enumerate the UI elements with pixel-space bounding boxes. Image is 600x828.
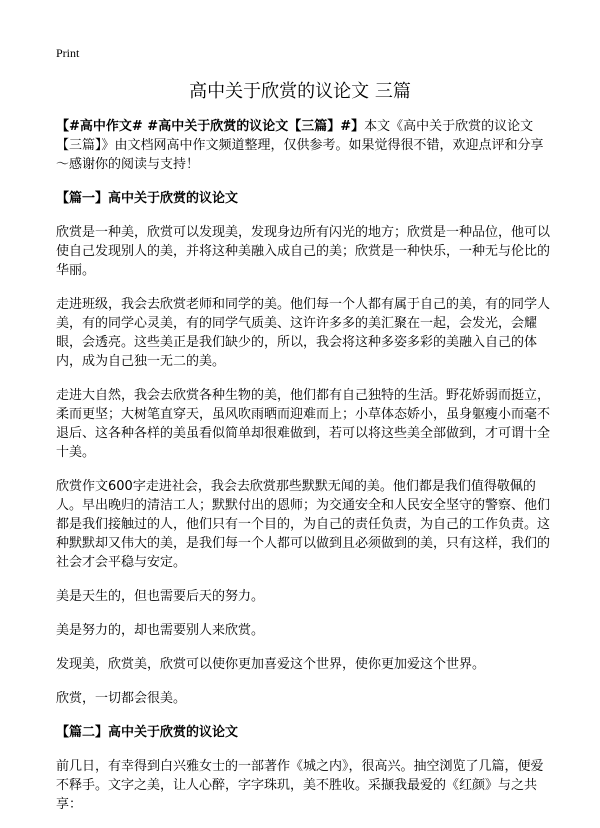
- paragraph: 走进班级，我会去欣赏老师和同学的美。他们每一个人都有属于自己的美，有的同学人美，有的同学心灵美，有的同学气质美、这许许多多的美汇聚在一起，会发光，会耀眼，会透亮。这些美正是我们缺少的，所以，我会将这种多姿多彩的美融入自己的体内，成为自己独一无二的美。: [56, 297, 551, 369]
- paragraph: 发现美，欣赏美，欣赏可以使你更加喜爱这个世界，使你更加爱这个世界。: [56, 657, 486, 672]
- section-heading-1: 【篇一】高中关于欣赏的议论文: [56, 191, 239, 206]
- paragraph: 前几日，有幸得到白兴雅女士的一部著作《城之内》，很高兴。抽空浏览了几篇，便爱不释手。文字之美，让人心醉，字字珠玑，美不胜收。采撷我最爱的《红颜》与之共享：: [56, 759, 544, 812]
- section-heading-2: 【篇二】高中关于欣赏的议论文: [56, 725, 239, 740]
- paragraph: 欣赏是一种美，欣赏可以发现美，发现身边所有闪光的地方；欣赏是一种品位，他可以使自己发现别人的美，并将这种美融入成自己的美；欣赏是一种快乐，一种无与伦比的华丽。: [56, 225, 551, 278]
- paragraph: 美是努力的，却也需要别人来欣赏。: [56, 623, 265, 638]
- paragraph: 欣赏作文600字走进社会，我会去欣赏那些默默无闻的美。他们都是我们值得敬佩的人。早出晚归的清洁工人；默默付出的恩师；为交通安全和人民安全坚守的警察、他们都是我们接触过的人，他们只有一个目的，为自己的责任负责，为自己的工作负责。这种默默却又伟大的美，是我们每一个人都可以做到且必须做到的美，只有这样，我们的社会才会平稳与安定。: [56, 479, 551, 570]
- paragraph: 欣赏，一切都会很美。: [56, 691, 187, 706]
- paragraph: 走进大自然，我会去欣赏各种生物的美，他们都有自己独特的生活。野花娇弱而挺立，柔而更坚；大树笔直穿天，虽风吹雨晒而迎难而上；小草体态娇小，虽身躯瘦小而毫不退后、这各种各样的美虽看似简单却很难做到，若可以将这些美全部做到，才可谓十全十美。: [56, 388, 551, 460]
- paragraph: 美是天生的，但也需要后天的努力。: [56, 589, 265, 604]
- page-title: 高中关于欣赏的议论文 三篇: [189, 81, 411, 102]
- intro-tag: 【#高中作文# #高中关于欣赏的议论文【三篇】#】: [56, 119, 365, 134]
- intro-text: 本文《高中关于欣赏的议论文【三篇】》由文档网高中作文频道整理，仅供参考。如果觉得很不错，欢迎点评和分享～感谢你的阅读与支持！: [56, 119, 544, 172]
- print-link[interactable]: Print: [56, 46, 80, 60]
- article-body: [56, 117, 551, 828]
- intro-paragraph: [56, 117, 551, 174]
